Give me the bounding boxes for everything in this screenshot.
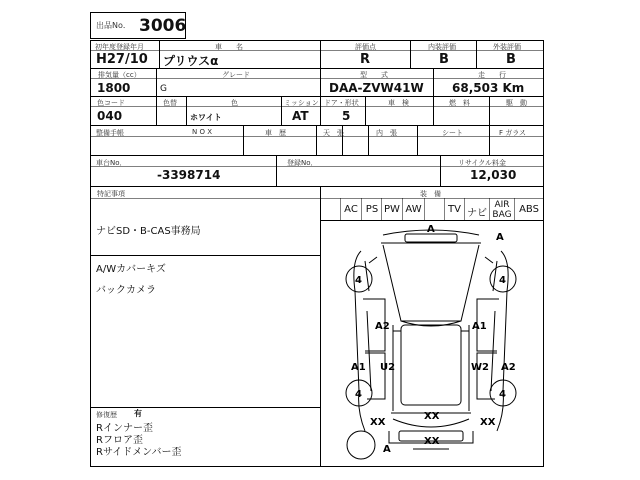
transmission-value: AT [292,109,309,123]
repair-item-2: Rフロア歪 [96,435,143,446]
color-code-label: 色コード [97,99,125,107]
color-code-value: 040 [97,109,123,123]
lot-number: 3006 [139,16,187,36]
damage-wheel-fr: 4 [499,275,506,286]
fuel-label: 燃 料 [449,99,470,107]
recycle-value: 12,030 [470,168,517,182]
fglass-label: F ガラス [499,129,527,137]
damage-wheel-rl: 4 [355,389,362,400]
damage-u2: U2 [380,362,396,373]
damage-xx-right: XX [480,417,496,428]
doors-label: ドア・形状 [324,99,359,107]
mileage-value: 68,503 Km [452,81,525,95]
repair-label: 修復歴 [96,411,117,419]
equip-ac: AC [344,204,358,215]
equip-aw: AW [405,204,422,215]
damage-wheel-fl: 4 [355,275,362,286]
damage-top-right-a: A [496,232,504,243]
displacement-value: 1800 [97,81,131,95]
nox-label: N O X [192,128,212,136]
interior-hdr-label: 内 張 [376,129,397,137]
chassis-label: 車台No． [96,159,127,167]
car-name-value: プリウスα [163,54,219,68]
model-value: DAA-ZVW41W [329,81,424,95]
grade-value: G [160,84,167,94]
damage-wheel-rr: 4 [499,389,506,400]
recycle-label: リサイクル料金 [458,159,507,167]
manual-label: 整備手帳 [96,129,124,137]
equip-airbag: AIR BAG [492,200,512,220]
score-value: R [360,52,371,67]
damage-a1-left: A1 [351,362,366,373]
mileage-label: 走 行 [478,71,506,79]
equip-navi: ナビ [467,208,487,219]
repair-value: 有 [134,409,142,418]
damage-w2: W2 [471,362,489,373]
color-label: 色 [231,99,238,107]
first-reg-label: 初年度登録年月 [95,43,144,51]
first-reg-value: H27/10 [96,52,148,67]
repair-item-1: Rインナー歪 [96,423,153,434]
damage-top-a: A [427,224,435,235]
special-label: 特記事項 [97,190,125,198]
seat-label: シート [442,129,463,137]
doors-value: 5 [342,109,351,123]
chassis-value: -3398714 [157,168,221,182]
lot-label: 出品No． [96,21,131,30]
sunroof-label: 天 張 [323,129,344,137]
inspection-label: 車 検 [388,99,409,107]
interior-value: B [439,52,449,67]
car-name-label: 車 名 [215,43,243,51]
damage-a2-right: A2 [501,362,516,373]
exterior-value: B [506,52,516,67]
equip-ps: PS [365,204,379,215]
repair-item-3: Rサイドメンバー歪 [96,447,182,458]
note-navi: ナビSD・B-CAS事務局 [96,226,201,237]
damage-xx-center: XX [424,411,440,422]
displacement-label: 排気量（cc） [98,71,141,79]
reg-no-label: 登録No． [287,159,318,167]
equipment-label: 装 備 [420,190,441,198]
damage-a2-left: A2 [375,321,390,332]
interior-label: 内装評価 [428,43,456,51]
model-label: 型 式 [360,71,388,79]
note-back-camera: バックカメラ [96,285,156,296]
note-aw-cover: A/Wカバーキズ [96,264,166,275]
color-value: ホワイト [190,113,222,122]
color-swap-label: 色替 [163,99,177,107]
history-label: 車 歴 [265,129,286,137]
damage-xx-left: XX [370,417,386,428]
damage-bottom-a: A [383,444,391,455]
exterior-label: 外装評価 [493,43,521,51]
damage-a1-right: A1 [472,321,487,332]
equip-abs: ABS [519,204,539,215]
damage-xx-bottom: XX [424,436,440,447]
car-diagram [321,221,543,465]
equip-tv: TV [448,204,461,215]
equip-pw: PW [384,204,400,215]
drive-label: 駆 動 [506,99,527,107]
grade-label: グレード [222,71,250,79]
transmission-label: ミッション [284,99,319,107]
score-label: 評価点 [355,43,376,51]
